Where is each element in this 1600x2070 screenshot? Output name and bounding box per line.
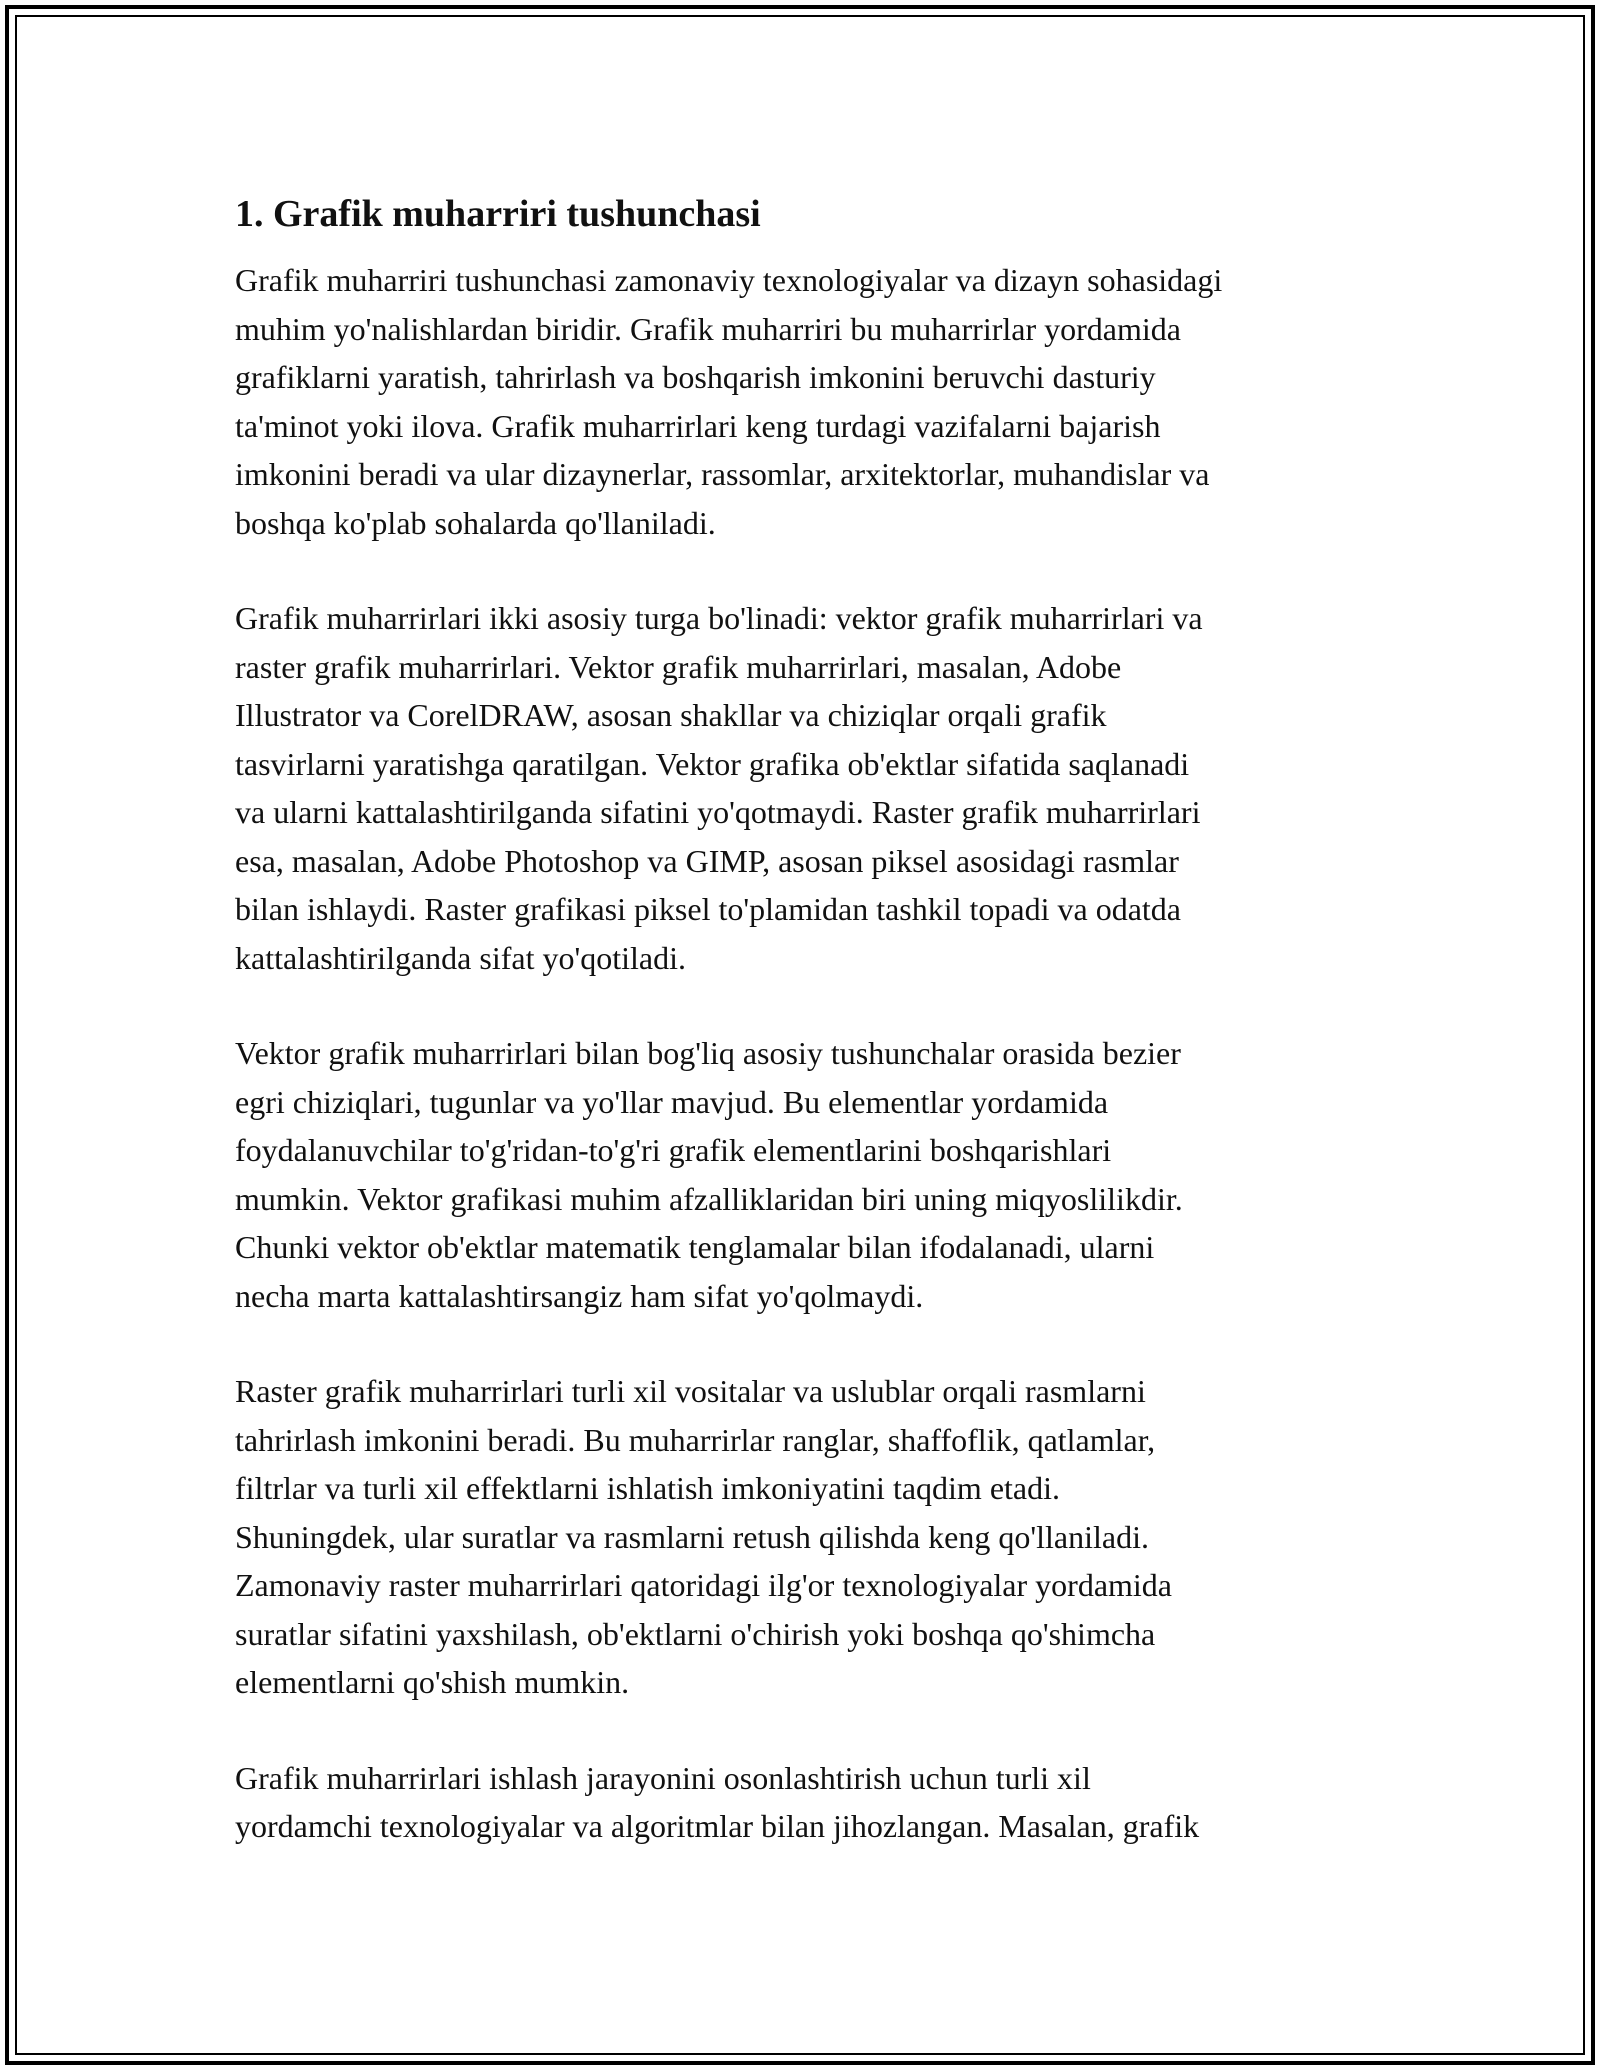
text-line: mumkin. Vektor grafikasi muhim afzalliklaridan biri uning miqyoslilikdir. <box>235 1180 1183 1217</box>
text-line: necha marta kattalashtirsangiz ham sifat yo'qolmaydi. <box>235 1277 924 1314</box>
text-line: Chunki vektor ob'ektlar matematik tenglamalar bilan ifodalanadi, ularni <box>235 1229 1155 1265</box>
text-line: egri chiziqlari, tugunlar va yo'llar mavjud. Bu elementlar yordamida <box>235 1083 1109 1120</box>
text-line: imkonini beradi va ular dizaynerlar, rassomlar, arxitektorlar, muhandislar va <box>235 456 1210 492</box>
text-line: muhim yo'nalishlardan biridir. Grafik muharriri bu muharrirlar yordamida <box>235 310 1181 347</box>
paragraph-2 <box>235 594 1395 982</box>
text-line: suratlar sifatini yaxshilash, ob'ektlarni o'chirish yoki boshqa qo'shimcha <box>235 1615 1156 1652</box>
paragraph-4 <box>235 1367 1395 1707</box>
text-line: Zamonaviy raster muharrirlari qatoridagi ilg'or texnologiyalar yordamida <box>235 1567 1172 1603</box>
paragraph-1 <box>235 256 1395 547</box>
text-line: tasvirlarni yaratishga qaratilgan. Vektor grafika ob'ektlar sifatida saqlanadi <box>235 745 1190 782</box>
text-line: Grafik muharriri tushunchasi zamonaviy texnologiyalar va dizayn sohasidagi <box>235 262 1223 298</box>
text-line: filtrlar va turli xil effektlarni ishlatish imkoniyatini taqdim etadi. <box>235 1470 1060 1506</box>
text-line: kattalashtirilganda sifat yo'qotiladi. <box>235 939 686 976</box>
text-line: raster grafik muharrirlari. Vektor grafik muharrirlari, masalan, Adobe <box>235 648 1122 685</box>
text-line: Vektor grafik muharrirlari bilan bog'liq asosiy tushunchalar orasida bezier <box>235 1035 1181 1071</box>
text-line: grafiklarni yaratish, tahrirlash va boshqarish imkonini beruvchi dasturiy <box>235 359 1156 395</box>
text-line: Shuningdek, ular suratlar va rasmlarni retush qilishda keng qo'llaniladi. <box>235 1518 1149 1555</box>
document-body <box>235 190 1395 1898</box>
text-line: foydalanuvchilar to'g'ridan-to'g'ri grafik elementlarini boshqarishlari <box>235 1132 1112 1168</box>
text-line: yordamchi texnologiyalar va algoritmlar bilan jihozlangan. Masalan, grafik <box>235 1808 1200 1844</box>
text-line: Grafik muharrirlari ishlash jarayonini osonlashtirish uchun turli xil <box>235 1759 1091 1796</box>
text-line: bilan ishlaydi. Raster grafikasi piksel to'plamidan tashkil topadi va odatda <box>235 891 1181 927</box>
text-line: esa, masalan, Adobe Photoshop va GIMP, asosan piksel asosidagi rasmlar <box>235 842 1179 879</box>
text-line: Raster grafik muharrirlari turli xil vositalar va uslublar orqali rasmlarni <box>235 1373 1146 1409</box>
paragraph-5 <box>235 1754 1395 1851</box>
text-line: elementlarni qo'shish mumkin. <box>235 1664 630 1700</box>
text-line: boshqa ko'plab sohalarda qo'llaniladi. <box>235 504 716 541</box>
text-line: va ularni kattalashtirilganda sifatini yo'qotmaydi. Raster grafik muharrirlari <box>235 794 1201 830</box>
text-line: Grafik muharrirlari ikki asosiy turga bo'linadi: vektor grafik muharrirlari va <box>235 600 1203 636</box>
text-line: ta'minot yoki ilova. Grafik muharrirlari keng turdagi vazifalarni bajarish <box>235 407 1161 444</box>
section-heading: 1. Grafik muharriri tushunchasi <box>235 193 761 235</box>
paragraph-3 <box>235 1029 1395 1320</box>
text-line: tahrirlash imkonini beradi. Bu muharrirlar ranglar, shaffoflik, qatlamlar, <box>235 1421 1156 1458</box>
text-line: Illustrator va CorelDRAW, asosan shakllar va chiziqlar orqali grafik <box>235 697 1107 733</box>
